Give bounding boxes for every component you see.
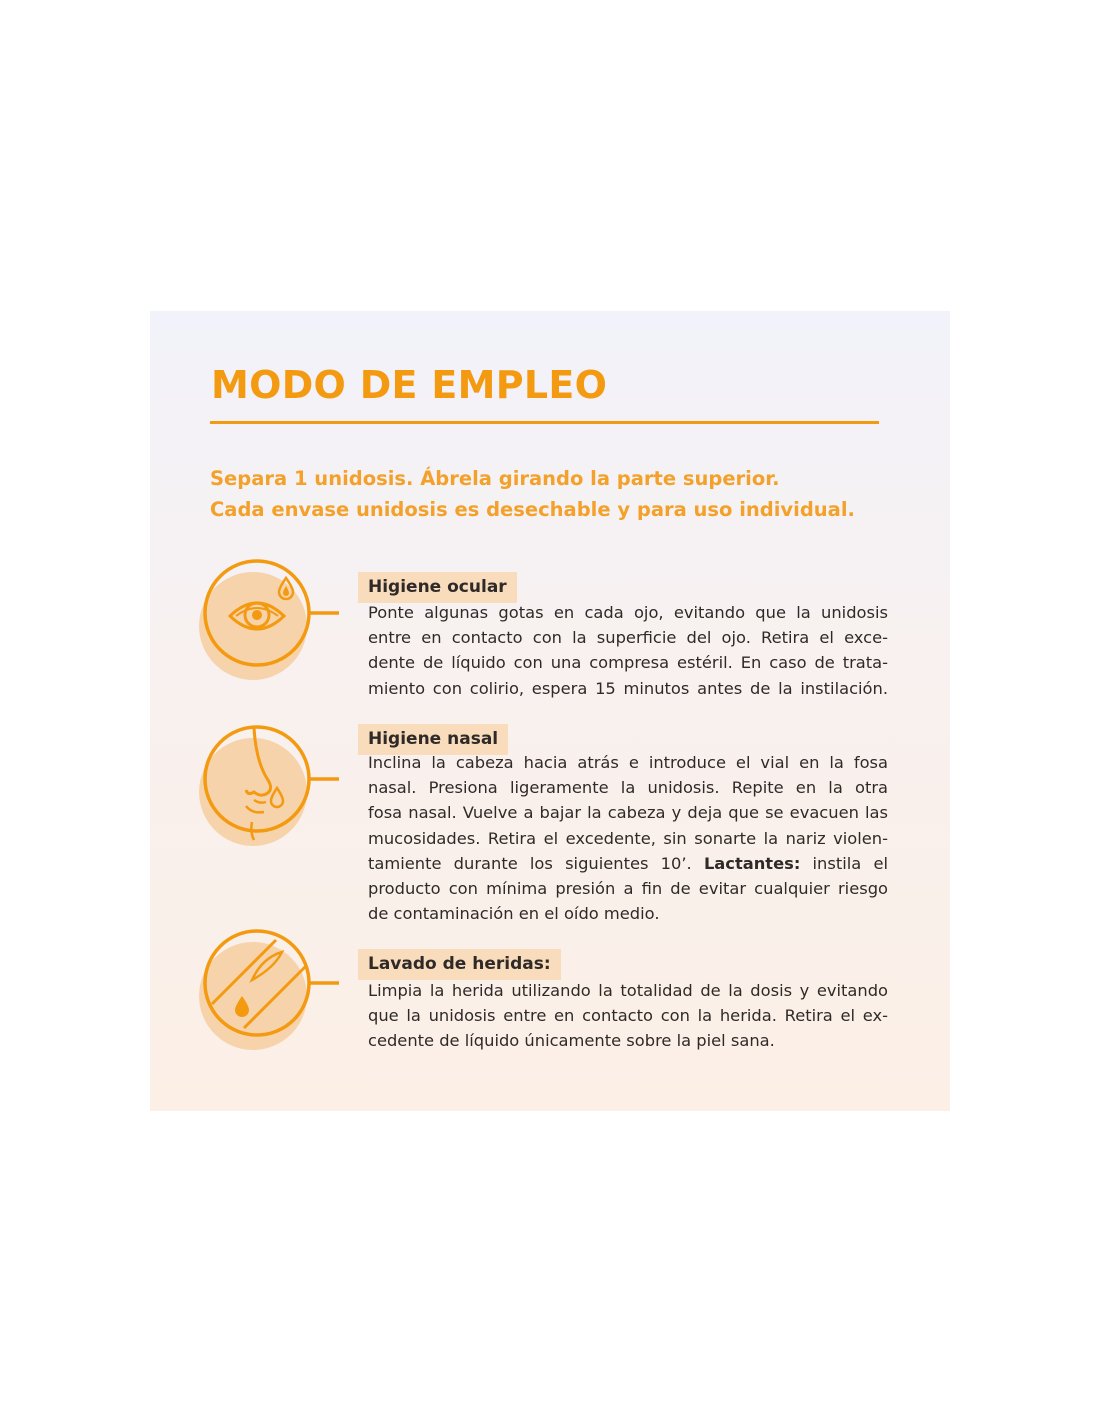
text-line: que la unidosis entre en contacto con la herida. Retira el ex- — [368, 1006, 888, 1026]
text-line: entre en contacto con la superficie del ojo. Retira el exce- — [368, 628, 888, 648]
text-line: Ponte algunas gotas en cada ojo, evitando que la unidosis — [368, 603, 888, 622]
text-fragment: instila el — [800, 853, 889, 873]
section-text-eye — [368, 600, 888, 701]
text-line — [368, 851, 888, 876]
intro-text — [210, 463, 910, 525]
text-line: producto con mínima presión a fin de evitar cualquier riesgo — [368, 879, 888, 899]
nose-drop-icon — [194, 722, 344, 847]
wound-drop-icon — [194, 926, 344, 1051]
intro-line-2: Cada envase unidosis es desechable y para uso individual. — [210, 498, 855, 521]
title-underline — [210, 421, 879, 424]
text-line: de contaminación en el oído medio. — [368, 904, 660, 924]
intro-line-1: Separa 1 unidosis. Ábrela girando la parte superior. — [210, 467, 780, 490]
text-line: mucosidades. Retira el excedente, sin sonarte la nariz violen- — [368, 828, 888, 848]
section-text-nasal — [368, 750, 888, 926]
infants-label: Lactantes: — [703, 853, 801, 873]
text-line: nasal. Presiona ligeramente la unidosis. Repite en la otra — [368, 778, 888, 798]
section-text-wounds — [368, 978, 888, 1054]
usage-instructions-card — [150, 311, 950, 1111]
text-line: cedente de líquido únicamente sobre la piel sana. — [368, 1031, 775, 1051]
text-line: dente de líquido con una compresa estéril. En caso de trata- — [368, 653, 888, 673]
eye-drop-icon — [194, 556, 344, 681]
page-title: MODO DE EMPLEO — [211, 363, 608, 407]
section-label-nasal: Higiene nasal — [358, 724, 508, 755]
section-label-wounds: Lavado de heridas: — [358, 949, 561, 980]
text-line: fosa nasal. Vuelve a bajar la cabeza y deja que se evacuen las — [368, 803, 888, 823]
text-line: miento con colirio, espera 15 minutos antes de la instilación. — [368, 678, 888, 698]
text-line: Inclina la cabeza hacia atrás e introduce el vial en la fosa — [368, 753, 888, 772]
text-line: Limpia la herida utilizando la totalidad de la dosis y evitando — [368, 981, 888, 1000]
section-label-eye: Higiene ocular — [358, 572, 517, 603]
text-fragment: tamiente durante los siguientes 10’. — [368, 853, 704, 873]
